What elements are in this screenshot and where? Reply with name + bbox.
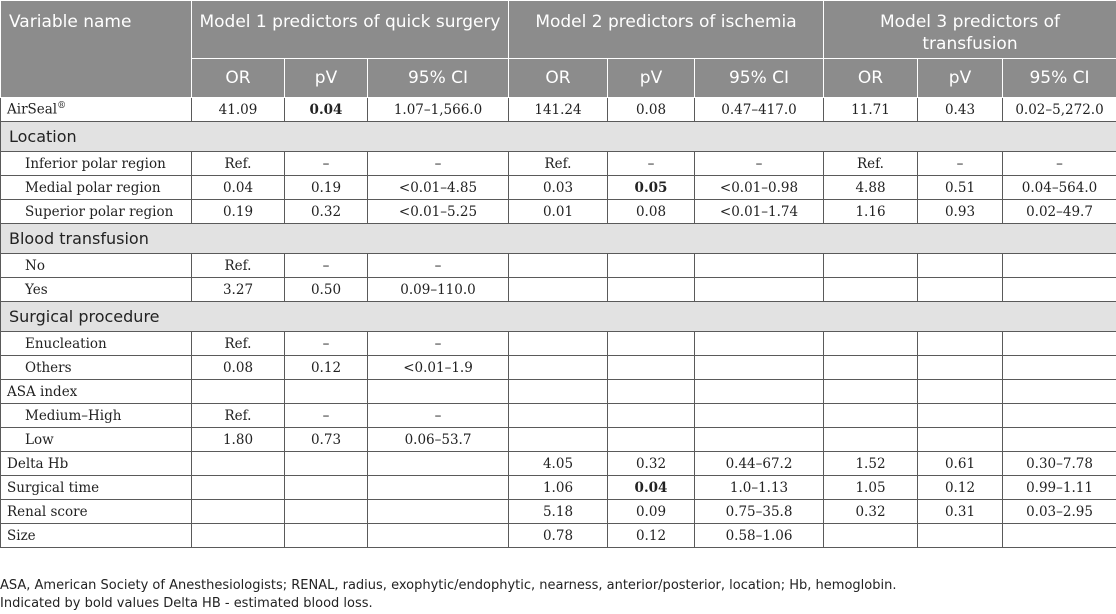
cell (695, 380, 824, 404)
cell: 0.61 (918, 452, 1003, 476)
cell: 0.78 (509, 524, 608, 548)
cell: – (368, 404, 509, 428)
row-label: Medial polar region (1, 176, 192, 200)
cell: – (368, 152, 509, 176)
cell (285, 452, 368, 476)
table-row (1, 428, 1116, 452)
row-label: Superior polar region (1, 200, 192, 224)
cell (918, 278, 1003, 302)
table-row (1, 524, 1116, 548)
cell: 0.99–1.11 (1003, 476, 1116, 500)
cell (608, 428, 695, 452)
cell (608, 254, 695, 278)
cell: 0.08 (608, 98, 695, 122)
cell: 0.02–49.7 (1003, 200, 1116, 224)
header-or: OR (824, 59, 918, 98)
cell (824, 332, 918, 356)
section-row (1, 302, 1116, 332)
cell (509, 278, 608, 302)
cell (824, 404, 918, 428)
cell: – (285, 332, 368, 356)
cell: 0.32 (824, 500, 918, 524)
cell (695, 356, 824, 380)
cell (509, 332, 608, 356)
cell (918, 404, 1003, 428)
cell (368, 380, 509, 404)
row-label: Low (1, 428, 192, 452)
cell: 0.31 (918, 500, 1003, 524)
cell: Ref. (509, 152, 608, 176)
cell: – (285, 404, 368, 428)
cell: 0.19 (192, 200, 285, 224)
row-label: Medium–High (1, 404, 192, 428)
row-label: Enucleation (1, 332, 192, 356)
row-label: No (1, 254, 192, 278)
cell: – (285, 152, 368, 176)
cell (192, 500, 285, 524)
cell (1003, 524, 1116, 548)
cell: 0.32 (608, 452, 695, 476)
cell: – (608, 152, 695, 176)
cell: Ref. (192, 404, 285, 428)
cell (192, 476, 285, 500)
footnote-bold: Indicated by bold values Delta HB - estimated blood loss. (0, 596, 373, 611)
cell: 0.93 (918, 200, 1003, 224)
cell: 5.18 (509, 500, 608, 524)
row-label: ASA index (1, 380, 192, 404)
cell: – (368, 254, 509, 278)
cell (918, 356, 1003, 380)
cell: – (695, 152, 824, 176)
header-ci: 95% CI (368, 59, 509, 98)
section-row (1, 224, 1116, 254)
row-label: Others (1, 356, 192, 380)
cell (918, 428, 1003, 452)
table-row (1, 476, 1116, 500)
cell: 41.09 (192, 98, 285, 122)
table-footnotes (0, 577, 896, 613)
cell: 0.01 (509, 200, 608, 224)
cell: 1.16 (824, 200, 918, 224)
cell (824, 428, 918, 452)
cell: Ref. (192, 254, 285, 278)
cell: 0.02–5,272.0 (1003, 98, 1116, 122)
cell (192, 524, 285, 548)
cell (918, 380, 1003, 404)
cell: 0.12 (285, 356, 368, 380)
footnote-abbreviations: ASA, American Society of Anesthesiologists; RENAL, radius, exophytic/endophytic, nearness, anterior/posterior, location; Hb, hemoglobin. (0, 578, 897, 593)
header-variable-name: Variable name (1, 1, 192, 98)
cell: 0.05 (608, 176, 695, 200)
cell (509, 428, 608, 452)
cell (285, 380, 368, 404)
cell: <0.01–1.9 (368, 356, 509, 380)
row-label: Surgical time (1, 476, 192, 500)
section-blood-transfusion: Blood transfusion (1, 224, 1116, 254)
cell: <0.01–0.98 (695, 176, 824, 200)
cell: 141.24 (509, 98, 608, 122)
header-pv: pV (608, 59, 695, 98)
table-row (1, 356, 1116, 380)
cell (918, 332, 1003, 356)
table-row (1, 452, 1116, 476)
table-row (1, 152, 1116, 176)
cell: 0.08 (608, 200, 695, 224)
cell: 0.44–67.2 (695, 452, 824, 476)
cell: 0.75–35.8 (695, 500, 824, 524)
cell: 1.0–1.13 (695, 476, 824, 500)
cell: 0.03 (509, 176, 608, 200)
cell: 1.80 (192, 428, 285, 452)
row-label-airseal: AirSeal® (1, 98, 192, 122)
cell (608, 404, 695, 428)
cell: 0.08 (192, 356, 285, 380)
cell (368, 476, 509, 500)
cell (695, 404, 824, 428)
cell (1003, 278, 1116, 302)
row-label: Delta Hb (1, 452, 192, 476)
cell (1003, 428, 1116, 452)
table-row (1, 332, 1116, 356)
cell: – (368, 332, 509, 356)
cell: 0.30–7.78 (1003, 452, 1116, 476)
header-or: OR (192, 59, 285, 98)
cell: 0.58–1.06 (695, 524, 824, 548)
cell: 3.27 (192, 278, 285, 302)
cell: – (285, 254, 368, 278)
cell (608, 278, 695, 302)
cell: 0.12 (608, 524, 695, 548)
cell: Ref. (192, 152, 285, 176)
cell (918, 524, 1003, 548)
cell: 0.09–110.0 (368, 278, 509, 302)
cell (1003, 380, 1116, 404)
cell: 0.04–564.0 (1003, 176, 1116, 200)
cell (824, 524, 918, 548)
cell: 1.06 (509, 476, 608, 500)
cell (192, 380, 285, 404)
cell: 1.07–1,566.0 (368, 98, 509, 122)
cell (368, 500, 509, 524)
row-label: Renal score (1, 500, 192, 524)
cell: 0.09 (608, 500, 695, 524)
cell: 0.04 (285, 98, 368, 122)
header-model-2: Model 2 predictors of ischemia (509, 1, 824, 59)
cell: 1.05 (824, 476, 918, 500)
cell: 0.12 (918, 476, 1003, 500)
cell: 0.32 (285, 200, 368, 224)
cell: <0.01–1.74 (695, 200, 824, 224)
row-label: Yes (1, 278, 192, 302)
cell (368, 452, 509, 476)
cell: – (1003, 152, 1116, 176)
cell (608, 380, 695, 404)
header-model-3: Model 3 predictors of transfusion (824, 1, 1116, 59)
cell: 11.71 (824, 98, 918, 122)
section-row (1, 122, 1116, 152)
header-model-1: Model 1 predictors of quick surgery (192, 1, 509, 59)
header-or: OR (509, 59, 608, 98)
cell: Ref. (824, 152, 918, 176)
cell (824, 278, 918, 302)
table-row (1, 254, 1116, 278)
cell: 0.19 (285, 176, 368, 200)
cell: 0.04 (192, 176, 285, 200)
cell: 0.03–2.95 (1003, 500, 1116, 524)
cell (509, 404, 608, 428)
cell (695, 428, 824, 452)
cell: 0.73 (285, 428, 368, 452)
table-row (1, 200, 1116, 224)
cell: 0.06–53.7 (368, 428, 509, 452)
header-pv: pV (285, 59, 368, 98)
cell (1003, 332, 1116, 356)
row-label: Size (1, 524, 192, 548)
cell (509, 380, 608, 404)
cell (608, 356, 695, 380)
table-row (1, 500, 1116, 524)
cell (608, 332, 695, 356)
cell: 0.50 (285, 278, 368, 302)
cell: 0.04 (608, 476, 695, 500)
cell (285, 476, 368, 500)
cell: Ref. (192, 332, 285, 356)
table-row (1, 176, 1116, 200)
table-row (1, 404, 1116, 428)
cell (192, 452, 285, 476)
cell (1003, 404, 1116, 428)
cell (824, 254, 918, 278)
cell: 0.47–417.0 (695, 98, 824, 122)
cell (509, 356, 608, 380)
cell: 4.88 (824, 176, 918, 200)
cell: – (918, 152, 1003, 176)
table-row (1, 380, 1116, 404)
cell: 1.52 (824, 452, 918, 476)
cell: 4.05 (509, 452, 608, 476)
cell (695, 332, 824, 356)
cell: <0.01–4.85 (368, 176, 509, 200)
cell (368, 524, 509, 548)
cell (1003, 254, 1116, 278)
header-pv: pV (918, 59, 1003, 98)
cell (824, 380, 918, 404)
cell (695, 254, 824, 278)
header-ci: 95% CI (1003, 59, 1116, 98)
section-surgical-procedure: Surgical procedure (1, 302, 1116, 332)
cell (509, 254, 608, 278)
cell: 0.51 (918, 176, 1003, 200)
cell (285, 524, 368, 548)
table-row (1, 98, 1116, 122)
cell: 0.43 (918, 98, 1003, 122)
section-location: Location (1, 122, 1116, 152)
row-label: Inferior polar region (1, 152, 192, 176)
cell: <0.01–5.25 (368, 200, 509, 224)
table-row (1, 278, 1116, 302)
cell (285, 500, 368, 524)
cell (918, 254, 1003, 278)
header-ci: 95% CI (695, 59, 824, 98)
cell (1003, 356, 1116, 380)
cell (824, 356, 918, 380)
cell (695, 278, 824, 302)
